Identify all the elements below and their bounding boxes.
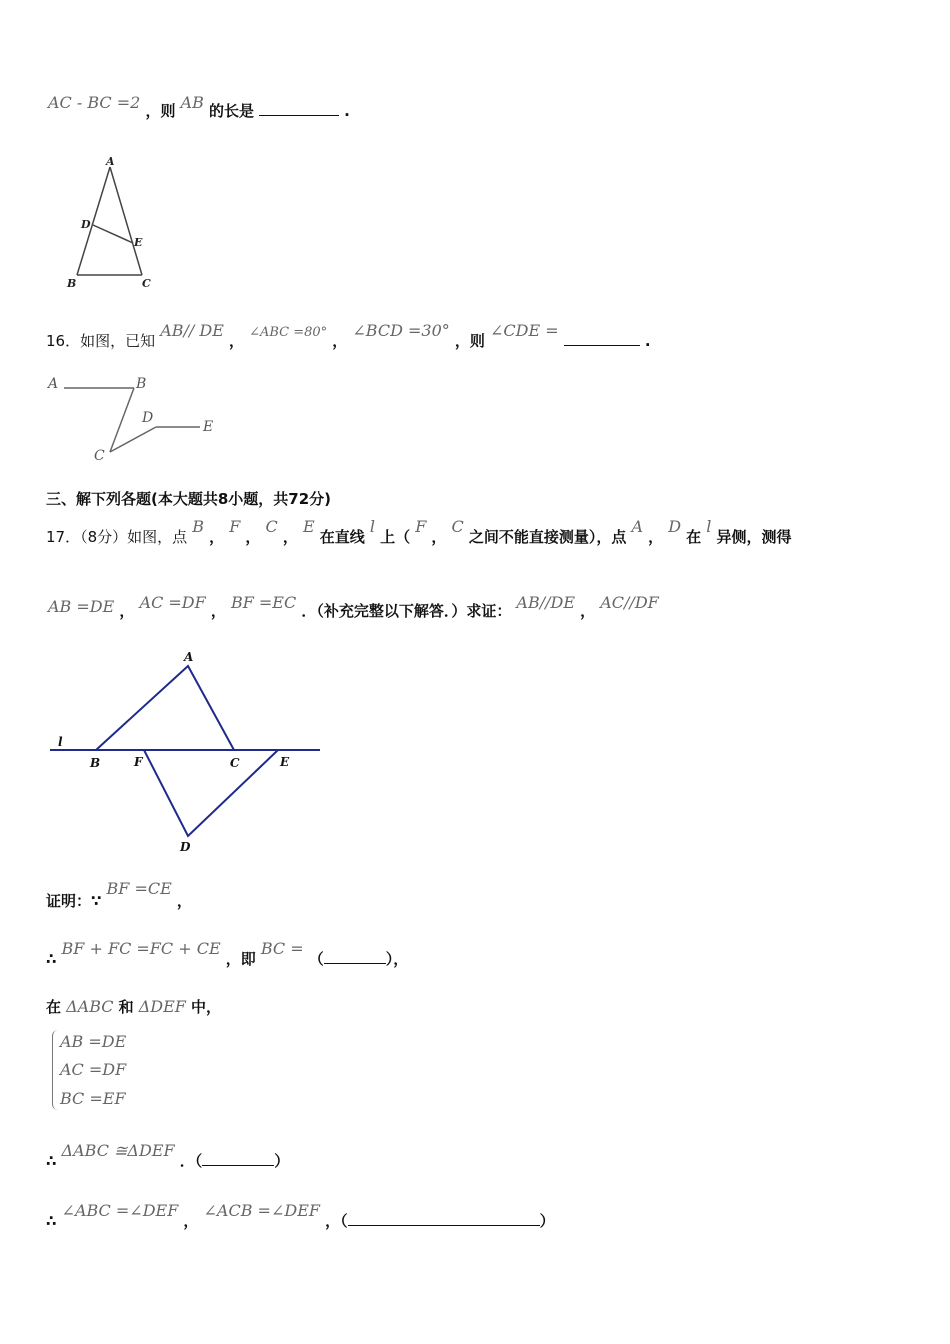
- fig17-label-l: l: [58, 735, 63, 749]
- proof-system-eq-3: BC =EF: [60, 1089, 126, 1108]
- q16-number: 16．如图，已知: [46, 332, 156, 350]
- q17-prove-1: AB//DE: [516, 593, 576, 612]
- proof-and: 和: [118, 998, 134, 1016]
- q16-line: [46, 321, 651, 351]
- proof-tri-abc: ΔABC: [66, 997, 114, 1016]
- figure-15-triangle: [60, 155, 170, 295]
- q16-cond-angle-bcd: ∠BCD =30°: [352, 321, 450, 340]
- q17-point-f2: F: [415, 517, 427, 536]
- proof-therefore-2: ∴: [46, 1152, 57, 1170]
- fig17-label-a: A: [184, 650, 194, 664]
- q15-then: ，则: [145, 102, 176, 120]
- q17-line-1: 17．（8分）如图，点 B ， F ， C ， E 在直线 l 上（ F ， C 之间不能直接测量），点 A ， D 在 l 异侧，测得: [46, 517, 792, 546]
- proof-system-eq-1: AB =DE: [60, 1032, 127, 1051]
- q17-point-c2: C: [451, 517, 464, 536]
- q17-prove-2: AC//DF: [600, 593, 659, 612]
- proof-step4-open: ．（: [179, 1152, 203, 1170]
- proof-step2-blank[interactable]: [324, 949, 386, 964]
- fig17-triangle-abc: [96, 666, 234, 750]
- proof-step-4: [46, 1141, 290, 1171]
- q15-length-text: 的长是: [208, 102, 254, 120]
- fig15-label-c: C: [142, 277, 151, 290]
- proof-step5-comma: ，: [183, 1212, 199, 1230]
- q17-point-b: B: [192, 517, 204, 536]
- q17-on-line: 在直线: [319, 528, 365, 546]
- q16-then: ，则: [454, 332, 485, 350]
- proof-therefore-3: ∴: [46, 1212, 57, 1230]
- proof-step1-comma: ，: [176, 892, 192, 910]
- proof-tri-def: ΔDEF: [138, 997, 186, 1016]
- proof-middle: 中，: [190, 998, 221, 1016]
- q17-at: 在: [686, 528, 702, 546]
- proof-step-2: [46, 939, 409, 969]
- q16-period: .: [644, 332, 651, 350]
- q17-point-c: C: [265, 517, 278, 536]
- proof-angle-2: ∠ACB =∠DEF: [203, 1201, 320, 1220]
- q17-given-1: AB =DE: [48, 597, 115, 616]
- fig17-label-c: C: [230, 756, 240, 770]
- q15-line: [48, 93, 350, 121]
- fig17-label-f: F: [134, 755, 143, 769]
- q17-instruction: ．（补充完整以下解答．）求证：: [301, 602, 512, 620]
- proof-step4-close: ）: [274, 1152, 290, 1170]
- fig17-label-b: B: [90, 756, 101, 770]
- proof-step5-close: ）: [539, 1212, 555, 1230]
- q16-answer-blank[interactable]: [564, 331, 640, 346]
- proof-step5-blank[interactable]: [348, 1211, 540, 1226]
- q17-upper: 上（: [380, 528, 411, 546]
- fig16-line-bc: [110, 388, 134, 452]
- q17-line-l2: l: [706, 517, 712, 536]
- fig17-triangle-def: [144, 750, 278, 836]
- q17-point-a: A: [631, 517, 644, 536]
- q17-point-e: E: [302, 517, 315, 536]
- fig16-label-b: B: [136, 376, 147, 392]
- proof-step2-bc: BC =: [260, 939, 304, 958]
- proof-angle-1: ∠ABC =∠DEF: [61, 1201, 179, 1220]
- q16-cond-parallel: AB// DE: [160, 321, 224, 340]
- q15-expr: AC - BC =2: [48, 93, 141, 112]
- section-3-title: 三、解下列各题(本大题共8小题，共72分): [46, 490, 332, 508]
- q17-given-3: BF =EC: [230, 593, 297, 612]
- proof-step-5: [46, 1201, 555, 1231]
- q15-answer-blank[interactable]: [259, 101, 339, 116]
- fig16-line-cd: [110, 427, 156, 452]
- fig15-side-ac: [110, 167, 142, 275]
- fig15-label-b: B: [67, 277, 77, 290]
- q17-line-l: l: [369, 517, 375, 536]
- proof-step-3: [46, 996, 221, 1017]
- fig16-label-d: D: [142, 410, 154, 426]
- q17-given-2: AC =DF: [139, 593, 206, 612]
- q17-between: 之间不能直接测量），点: [468, 528, 627, 546]
- proof-step5-open: ，（: [325, 1212, 348, 1230]
- proof-step2-expr: BF + FC =FC + CE: [61, 939, 221, 958]
- proof-therefore-1: ∴: [46, 950, 57, 968]
- proof-step2-ie: ，即: [225, 950, 256, 968]
- proof-step4-blank[interactable]: [202, 1151, 274, 1166]
- fig17-label-e: E: [280, 755, 290, 769]
- fig16-label-a: A: [48, 376, 59, 392]
- q17-point-f: F: [229, 517, 241, 536]
- fig16-label-e: E: [203, 419, 214, 435]
- proof-congruent: ΔABC ≅ΔDEF: [61, 1141, 175, 1160]
- q17-point-d: D: [668, 517, 682, 536]
- q15-period: .: [344, 102, 350, 120]
- proof-in: 在: [46, 998, 62, 1016]
- fig15-label-d: D: [81, 218, 91, 231]
- fig17-label-d: D: [180, 840, 191, 854]
- q17-line-2: AB =DE ， AC =DF ， BF =EC ．（补充完整以下解答．）求证： AB//DE ， AC//DF: [48, 593, 659, 620]
- proof-system-brace: [52, 1030, 59, 1110]
- q15-ab: AB: [180, 93, 204, 112]
- proof-label: 证明：∵: [46, 892, 102, 910]
- q16-sep-1: ，: [228, 332, 244, 350]
- q17-opposite: 异侧，测得: [716, 528, 792, 546]
- fig16-label-c: C: [94, 448, 105, 464]
- proof-step1-expr: BF =CE: [106, 879, 172, 898]
- q16-target: ∠CDE =: [489, 321, 559, 340]
- figure-16-parallel: [44, 372, 234, 468]
- fig15-label-e: E: [134, 236, 143, 249]
- q16-sep-2: ，: [332, 332, 348, 350]
- q16-cond-angle-abc: ∠ABC =80°: [249, 325, 328, 340]
- q17-number: 17．（8分）如图，点: [46, 528, 188, 546]
- proof-step-1: [46, 879, 192, 911]
- proof-step2-open: （: [308, 950, 324, 968]
- proof-step2-close: ），: [385, 950, 409, 968]
- figure-17-triangles: [44, 648, 334, 858]
- fig15-label-a: A: [106, 155, 115, 168]
- fig15-segment-de: [93, 225, 133, 243]
- proof-system-eq-2: AC =DF: [60, 1060, 127, 1079]
